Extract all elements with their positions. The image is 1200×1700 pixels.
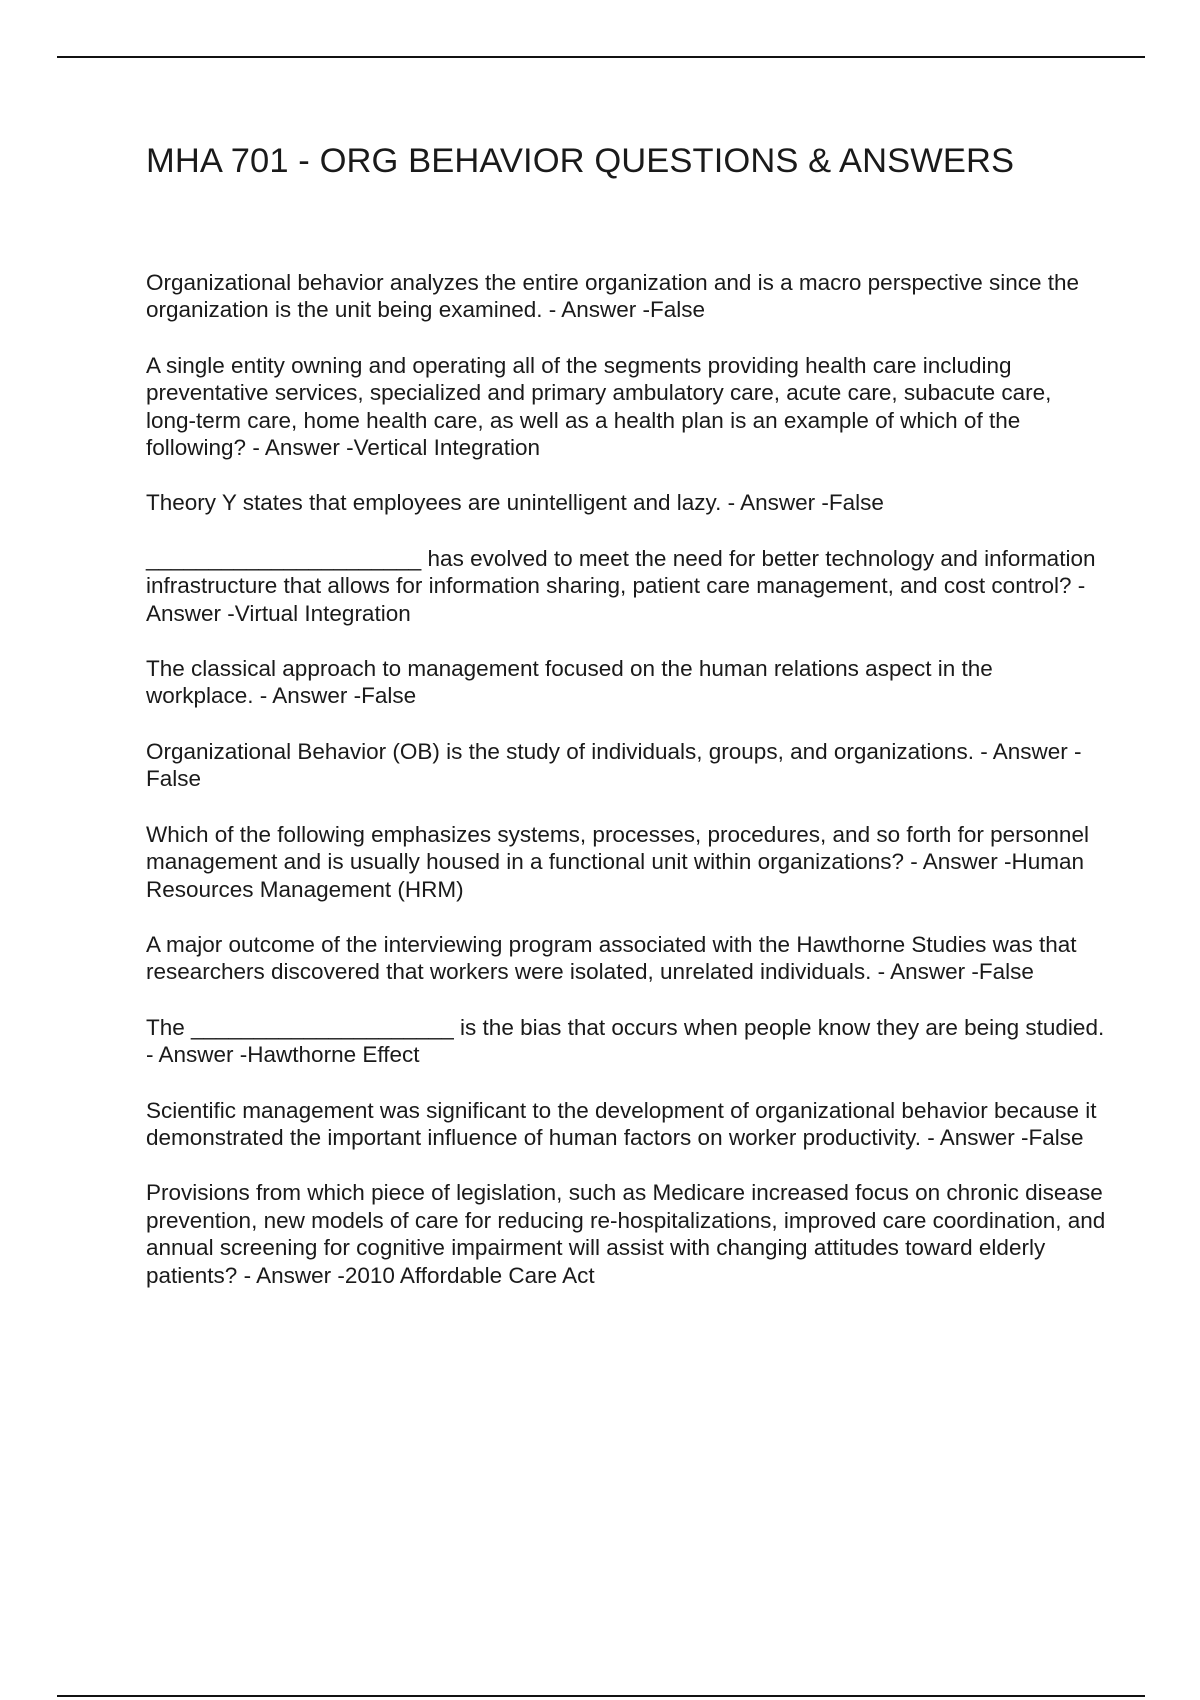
answer-separator: - Answer - xyxy=(721,490,829,516)
qa-item xyxy=(146,738,1106,793)
answer-separator: - Answer - xyxy=(253,683,362,709)
answer-separator: - Answer - xyxy=(146,573,1086,626)
qa-item xyxy=(146,269,1106,324)
qa-item xyxy=(146,1097,1106,1152)
question-text: The _____________________ is the bias that occurs when people know they are being studied. xyxy=(146,1014,1105,1040)
answer-separator: - Answer - xyxy=(871,959,979,985)
qa-item xyxy=(146,821,1106,903)
question-text: The classical approach to management focused on the human relations aspect in the workplace. xyxy=(146,656,1000,709)
question-text: Organizational behavior analyzes the entire organization and is a macro perspective since the organization is the unit being examined. xyxy=(146,270,1086,323)
answer-text: Virtual Integration xyxy=(234,600,411,626)
answer-text: Human Resources Management (HRM) xyxy=(146,849,1091,902)
question-text: ______________________ has evolved to meet the need for better technology and information infrastructure that allows for information sharing, patient care management, and cost control? xyxy=(146,545,1102,599)
answer-separator: - Answer - xyxy=(542,297,651,323)
qa-item xyxy=(146,489,1106,516)
qa-item xyxy=(146,352,1106,462)
answer-text: False xyxy=(978,959,1034,985)
qa-list xyxy=(146,269,1112,1317)
answer-separator: - Answer - xyxy=(903,849,1012,875)
answer-separator: - Answer - xyxy=(237,1262,345,1288)
answer-separator: - Answer - xyxy=(146,1042,248,1068)
qa-item xyxy=(146,1179,1112,1289)
answer-text: False xyxy=(828,490,884,516)
answer-text: False xyxy=(1028,1124,1084,1150)
answer-text: False xyxy=(146,766,202,792)
document-title: MHA 701 - ORG BEHAVIOR QUESTIONS & ANSWERS xyxy=(146,142,1015,180)
question-text: Which of the following emphasizes systems, processes, procedures, and so forth for personnel management and is usually housed in a functional unit within organizations? xyxy=(146,821,1096,875)
qa-item xyxy=(146,545,1106,627)
answer-text: Hawthorne Effect xyxy=(247,1042,420,1068)
question-text: A major outcome of the interviewing program associated with the Hawthorne Studies was that researchers discovered that workers were isolated, unrelated individuals. xyxy=(146,931,1083,985)
answer-separator: - Answer - xyxy=(973,738,1082,764)
question-text: A single entity owning and operating all of the segments providing health care including preventative services, specialized and primary ambulatory care, acute care, subacute care, long-term care, home health care, as well as a health plan is an example of which of the following? xyxy=(146,352,1058,461)
qa-item xyxy=(146,1014,1106,1069)
header-rule xyxy=(57,56,1145,58)
answer-text: Vertical Integration xyxy=(353,435,540,461)
footer-rule xyxy=(57,1695,1145,1697)
answer-text: False xyxy=(361,683,417,709)
qa-item xyxy=(146,931,1106,986)
question-text: Provisions from which piece of legislation, such as Medicare increased focus on chronic disease prevention, new models of care for reducing re-hospitalizations, improved care coordination, and annual screening for cognitive impairment will assist with changing attitudes toward elderly patients? xyxy=(146,1180,1112,1288)
qa-item xyxy=(146,655,1106,710)
question-text: Scientific management was significant to the development of organizational behavior because it demonstrated the important influence of human factors on worker productivity. xyxy=(146,1097,1103,1150)
question-text: Organizational Behavior (OB) is the study of individuals, groups, and organizations. xyxy=(146,738,974,764)
answer-separator: - Answer - xyxy=(246,435,354,461)
question-text: Theory Y states that employees are unintelligent and lazy. xyxy=(146,490,722,516)
answer-text: False xyxy=(650,297,706,323)
answer-separator: - Answer - xyxy=(920,1124,1029,1150)
answer-text: 2010 Affordable Care Act xyxy=(344,1262,595,1288)
